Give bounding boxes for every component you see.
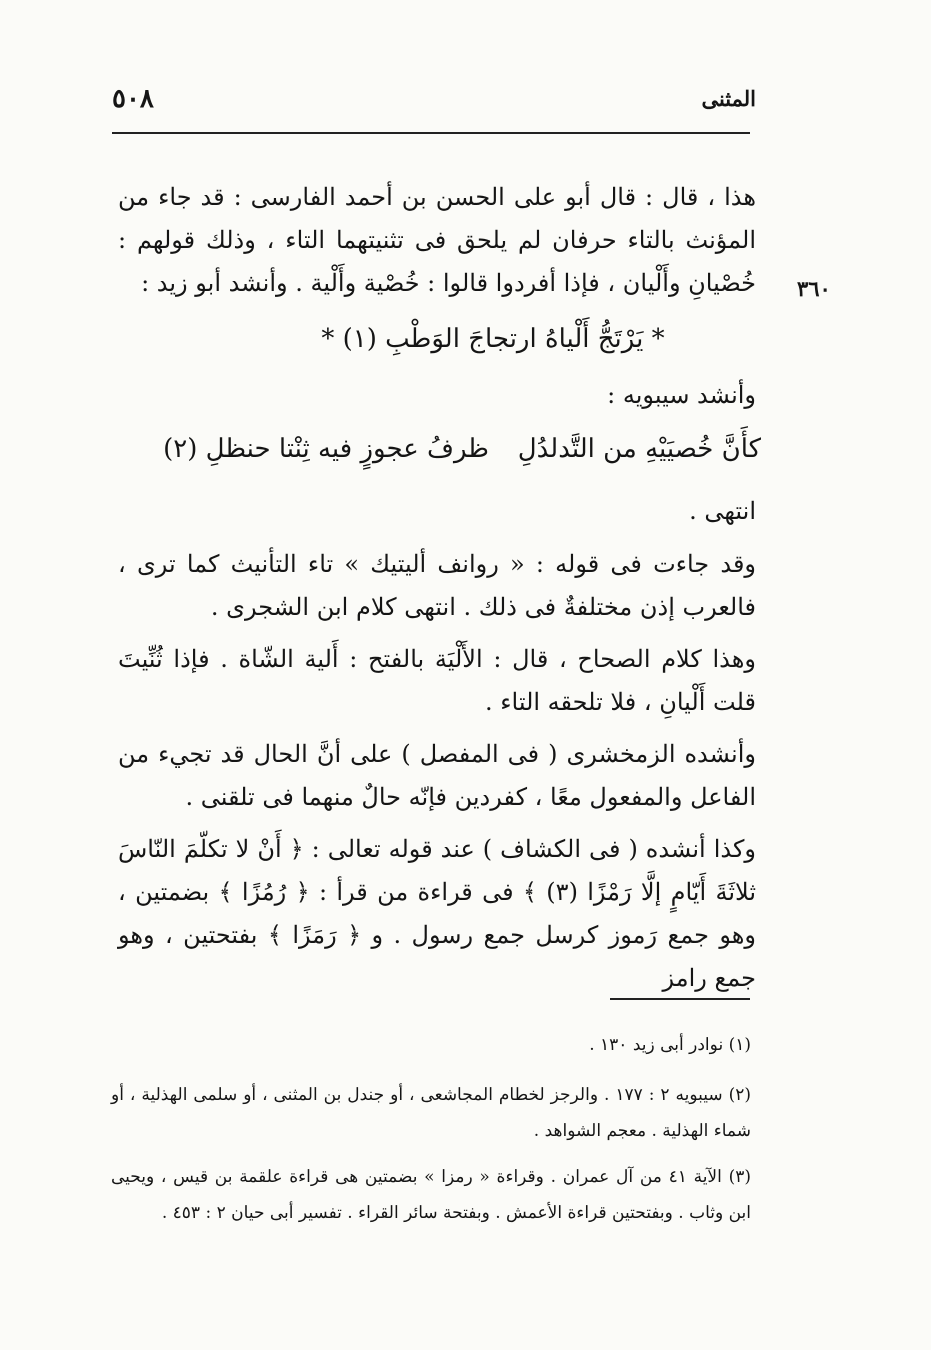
paragraph-6: وأنشده الزمخشرى ( فى المفصل ) على أنَّ الحال قد تجيء من الفاعل والمفعول معًا ، كفردين فإنّه حالٌ منهما فى تلقنى . [118, 740, 756, 811]
paragraph-5: وهذا كلام الصحاح ، قال : الأَلْيَة بالفتح : أَلية الشّاة . فإذا ثُنِّيتَ قلت أَلْيانِ ، فلا تلحقه التاء . [118, 645, 756, 716]
paragraph-3: انتهى . [689, 497, 756, 525]
paragraph-2: وأنشد سيبويه : [607, 381, 756, 409]
page-number: ٥٠٨ [112, 84, 154, 114]
verse-2-first-hemistich: كأَنَّ خُصيَيْهِ من التَّدلدُلِ [517, 434, 761, 464]
footnote-1: (١) نوادر أبى زيد ١٣٠ . [589, 1035, 751, 1055]
paragraph-1: هذا ، قال : قال أبو على الحسن بن أحمد الفارسى : قد جاء من المؤنث بالتاء حرفان لم يلحق فى تثنيتهما التاء ، وذلك قولهم : خُصْيانِ وأَلْيان ، فإذا أفردوا قالوا : خُصْية وأَلْية . وأنشد أبو زيد : [118, 183, 756, 297]
header-rule [112, 132, 750, 134]
verse-2-second-hemistich: ظرفُ عجوزٍ فيه ثِنْتا حنظلِ (٢) [163, 434, 489, 464]
verse-rajaz-1: * يَرْتَجُّ أَلْياهُ ارتجاجَ الوَطْبِ (١) * [321, 324, 665, 354]
footnote-3: (٣) الآية ٤١ من آل عمران . وقراءة « رمزا » بضمتين هى قراءة علقمة بن قيس ، ويحيى ابن وثاب . وبفتحتين قراءة الأعمش . وبفتحة سائر القراء . تفسير أبى حيان ٢ : ٤٥٣ . [111, 1167, 751, 1223]
running-header-title: المثنى [701, 86, 756, 111]
paragraph-7: وكذا أنشده ( فى الكشاف ) عند قوله تعالى : ﴿ أَنْ لا تكلّمَ النّاسَ ثلاثَةَ أَيّامٍ إلَّا رَمْزًا (٣) ﴾ فى قراءة من قرأ : ﴿ رُمُزًا ﴾ بضمتين ، وهو جمع رَموز كرسل جمع رسول . و ﴿ رَمَزًا ﴾ بفتحتين ، وهو جمع رامز [118, 835, 757, 992]
footnote-2: (٢) سيبويه ٢ : ١٧٧ . والرجز لخطام المجاشعى ، أو جندل بن المثنى ، أو سلمى الهذلية ، أو شماء الهذلية . معجم الشواهد . [111, 1085, 751, 1141]
paragraph-4: وقد جاءت فى قوله : « روانف أليتيك » تاء التأنيث كما ترى ، فالعرب إذن مختلفةٌ فى ذلك . انتهى كلام ابن الشجرى . [118, 550, 756, 621]
footnote-rule [610, 998, 750, 1000]
margin-line-number: ٣٦٠ [797, 276, 831, 301]
